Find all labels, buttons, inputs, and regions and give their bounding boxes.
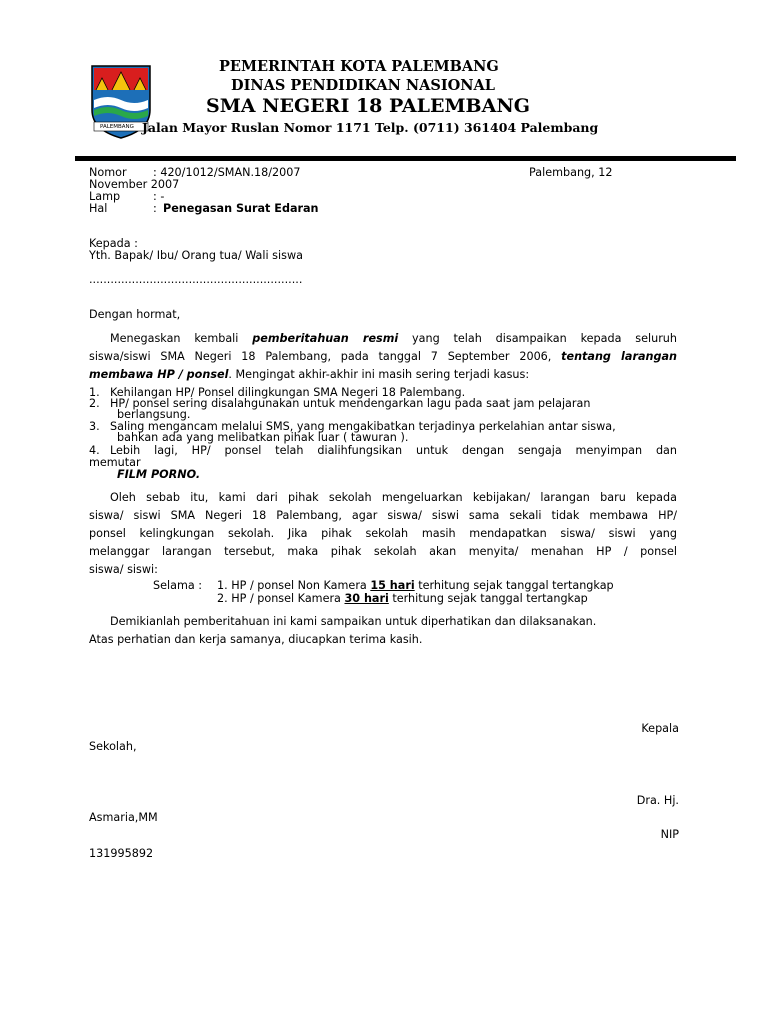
salutation: Dengan hormat,: [89, 308, 181, 321]
signer-name-b: Asmaria,MM: [89, 811, 158, 824]
list-num-2: 2.: [89, 397, 100, 410]
kepada-label: Kepada :: [89, 237, 138, 250]
para2-line1: Oleh sebab itu, kami dari pihak sekolah mengeluarkan kebijakan/ larangan baru kepada: [110, 491, 677, 504]
para2-line2: siswa/ siswi SMA Negeri 18 Palembang, agar siswa/ siswi sama sekali tidak membawa HP/: [89, 509, 677, 522]
closing-line1: Demikianlah pemberitahuan ini kami sampaikan untuk diperhatikan dan dilaksanakan.: [110, 615, 597, 628]
hal-value: Penegasan Surat Edaran: [163, 202, 319, 215]
closing-line2: Atas perhatian dan kerja samanya, diucapkan terima kasih.: [89, 633, 423, 646]
list-num-3: 3.: [89, 420, 100, 433]
header-rule: [75, 156, 736, 161]
list-cont-2: berlangsung.: [117, 408, 191, 421]
recipient-line: Yth. Bapak/ Ibu/ Orang tua/ Wali siswa: [89, 249, 303, 262]
letterhead-line1: PEMERINTAH KOTA PALEMBANG: [219, 58, 499, 75]
list-text-1: Kehilangan HP/ Ponsel dilingkungan SMA Negeri 18 Palembang.: [110, 386, 466, 399]
para1-line3: membawa HP / ponsel. Mengingat akhir-akhir ini masih sering terjadi kasus:: [89, 368, 530, 381]
hal-label: Hal: [89, 202, 108, 215]
list-text-2: HP/ ponsel sering disalahgunakan untuk mendengarkan lagu pada saat jam pelajaran: [110, 397, 591, 410]
para1-line2: siswa/siswi SMA Negeri 18 Palembang, pada tanggal 7 September 2006, tentang larangan: [89, 350, 677, 363]
date-line1: Palembang, 12: [529, 166, 613, 179]
date-line2: November 2007: [89, 178, 180, 191]
selama-label: Selama :: [153, 579, 203, 592]
para2-line3: ponsel kelingkungan sekolah. Jika pihak sekolah masih mendapatkan siswa/ siswi yang: [89, 527, 677, 540]
nomor-label: Nomor: [89, 166, 127, 179]
list-num-4: 4.: [89, 444, 100, 457]
para2-line4: melanggar larangan tersebut, maka pihak sekolah akan menyita/ menahan HP / ponsel: [89, 545, 677, 558]
rule-item-2: 2. HP / ponsel Kamera 30 hari terhitung sejak tanggal tertangkap: [217, 592, 588, 605]
list-text-4: Lebih lagi, HP/ ponsel telah dialihfungsikan untuk dengan sengaja menyimpan dan: [110, 444, 677, 457]
logo-caption: PALEMBANG: [100, 124, 134, 130]
signer-name-a: Dra. Hj.: [636, 794, 679, 807]
rule-item-1: 1. HP / ponsel Non Kamera 15 hari terhitung sejak tanggal tertangkap: [217, 579, 614, 592]
hal-colon: :: [153, 202, 157, 215]
list-num-1: 1.: [89, 386, 100, 399]
signer-title-b: Sekolah,: [89, 740, 137, 753]
list-text-3: Saling mengancam melalui SMS, yang mengakibatkan terjadinya perkelahian antar siswa,: [110, 420, 616, 433]
letterhead-line2: DINAS PENDIDIKAN NASIONAL: [231, 77, 495, 94]
lamp-value: : -: [153, 190, 165, 203]
list-cont-3: bahkan ada yang melibatkan pihak luar ( tawuran ).: [117, 431, 409, 444]
list-cont-4b: FILM PORNO.: [117, 468, 201, 481]
nomor-value: : 420/1012/SMAN.18/2007: [153, 166, 301, 179]
para2-line5: siswa/ siswi:: [89, 563, 158, 576]
para1-line1: Menegaskan kembali pemberitahuan resmi yang telah disampaikan kepada seluruh: [110, 332, 677, 345]
signer-title-a: Kepala: [641, 722, 679, 735]
lamp-label: Lamp: [89, 190, 121, 203]
nip-label: NIP: [660, 828, 679, 841]
recipient-dots: ............................................................: [89, 273, 303, 286]
list-cont-4: memutar: [89, 456, 141, 469]
school-name: SMA NEGERI 18 PALEMBANG: [206, 95, 530, 117]
school-address: Jalan Mayor Ruslan Nomor 1171 Telp. (0711) 361404 Palembang: [142, 120, 599, 135]
nip-value: 131995892: [89, 847, 154, 860]
